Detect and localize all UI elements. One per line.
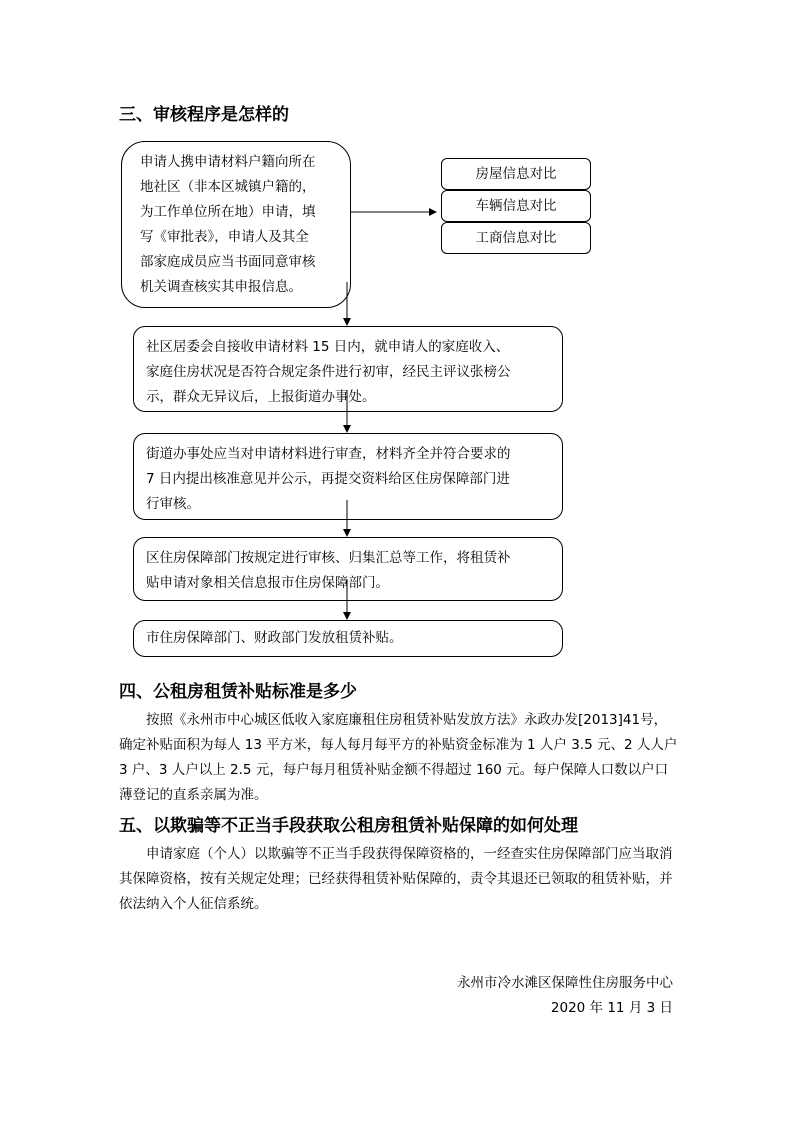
check-box-housing: 房屋信息对比 (441, 158, 591, 190)
flow-text-line: 地社区（非本区城镇户籍的， (140, 179, 316, 195)
check-box-business: 工商信息对比 (441, 222, 591, 254)
flow-step-district-review (133, 537, 563, 601)
flow-step-community-review (133, 326, 563, 412)
section-4-body: 按照《永州市中心城区低收入家庭廉租住房租赁补贴发放方法》永政办发[2013]41号，确定补贴面积为每人 13 平方米，每人每月每平方的补贴资金标准为 1 人户 3.5 元、2 人人户 3 户、3 人户以上 2.5 元，每户每月租赁补贴金额不得超过 160 元。每户保障人口数以户口薄登记的直系亲属为准。 (119, 712, 678, 803)
section-5-title: 五、以欺骗等不正当手段获取公租房租赁补贴保障的如何处理 (119, 816, 578, 836)
signature-date: 2020 年 11 月 3 日 (550, 1000, 673, 1016)
flow-text-line: 街道办事处应当对申请材料进行审查，材料齐全并符合要求的 (146, 446, 511, 462)
flow-text-line: 为工作单位所在地）申请，填 (140, 204, 316, 220)
section-3-title: 三、审核程序是怎样的 (119, 105, 289, 125)
flow-applicant-box (121, 141, 351, 308)
flow-text-line: 申请人携申请材料户籍向所在 (140, 154, 316, 170)
flow-text-line: 家庭住房状况是否符合规定条件进行初审，经民主评议张榜公 (146, 364, 511, 380)
flow-text-line: 写《审批表》，申请人及其全 (140, 229, 309, 245)
flow-step-subdistrict-review (133, 433, 563, 520)
signature-organization: 永州市冷水滩区保障性住房服务中心 (457, 975, 673, 991)
check-box-vehicle: 车辆信息对比 (441, 190, 591, 222)
flow-text-line: 机关调查核实其申报信息。 (140, 279, 302, 295)
flow-step-subsidy-payment (133, 620, 563, 657)
flow-text-line: 示，群众无异议后，上报街道办事处。 (146, 389, 376, 405)
flow-text-line: 市住房保障部门、财政部门发放租赁补贴。 (146, 630, 403, 646)
flow-text-line: 7 日内提出核准意见并公示，再提交资料给区住房保障部门进 (146, 471, 510, 487)
flow-text-line: 行审核。 (146, 496, 200, 512)
flow-text-line: 社区居委会自接收申请材料 15 日内，就申请人的家庭收入、 (146, 339, 510, 355)
flow-text-line: 区住房保障部门按规定进行审核、归集汇总等工作，将租赁补 (146, 550, 511, 566)
section-4-title: 四、公租房租赁补贴标准是多少 (119, 682, 357, 702)
flow-text-line: 贴申请对象相关信息报市住房保障部门。 (146, 575, 389, 591)
flow-text-line: 部家庭成员应当书面同意审核 (140, 254, 316, 270)
section-5-body: 申请家庭（个人）以欺骗等不正当手段获得保障资格的，一经查实住房保障部门应当取消其保障资格，按有关规定处理；已经获得租赁补贴保障的，责令其退还已领取的租赁补贴，并依法纳入个人征信系统。 (119, 846, 673, 912)
